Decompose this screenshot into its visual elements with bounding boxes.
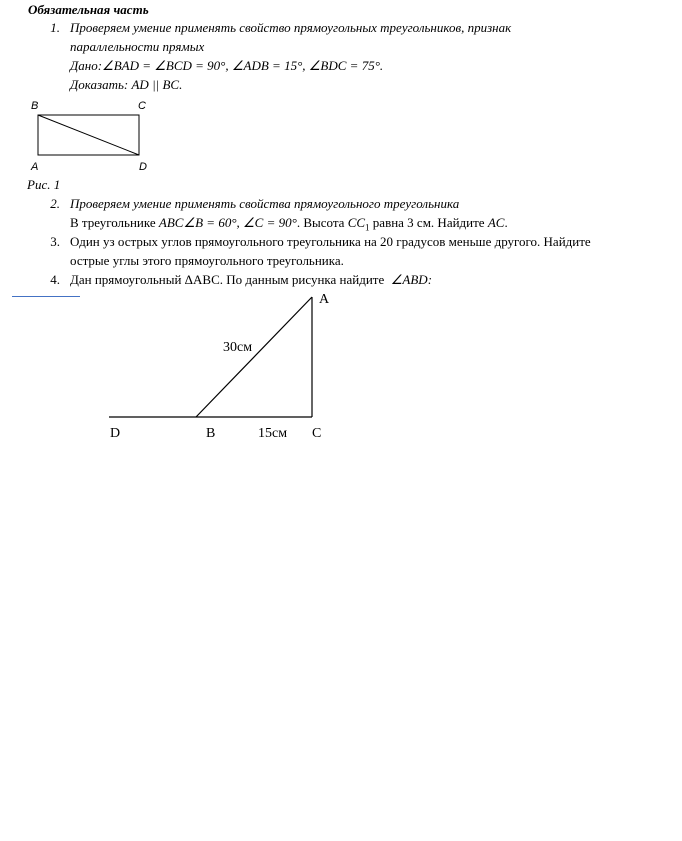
figure2-label-d: D xyxy=(110,426,121,441)
task4-angle: ∠ABD: xyxy=(390,272,433,287)
figure2-hyp-label: 30см xyxy=(223,340,253,355)
figure1-caption: Рис. 1 xyxy=(27,177,61,192)
task3-line1: Один уз острых углов прямоугольного треугольника на 20 градусов меньше другого. Найдите xyxy=(70,234,591,249)
task2-text-mid: . Высота xyxy=(296,215,348,230)
figure2-segment-ab xyxy=(196,297,312,417)
figure1-label-c: C xyxy=(138,100,146,112)
figure2-leg-label: 15см xyxy=(258,426,288,441)
task1-title-line1: Проверяем умение применять свойство прямоугольных треугольников, признак xyxy=(70,20,512,35)
task2-text-end: . xyxy=(504,215,508,230)
task1-number: 1. xyxy=(50,20,60,35)
task2-text-sub: 1 xyxy=(365,222,370,233)
section-heading: Обязательная часть xyxy=(28,2,149,17)
task4-text-main: Дан прямоугольный ΔABC. По данным рисунка найдите xyxy=(70,272,385,287)
task4-number: 4. xyxy=(50,272,60,287)
task3-line2: острые углы этого прямоугольного треугольника. xyxy=(70,253,344,268)
task2-title: Проверяем умение применять свойства прямоугольного треугольника xyxy=(70,196,460,211)
task2-text-ac: AC xyxy=(487,215,505,230)
task1-title-line2: параллельности прямых xyxy=(70,39,205,54)
task2-text-rest: равна 3 см. Найдите xyxy=(369,215,488,230)
figure2-label-b: B xyxy=(206,426,216,441)
figure1-label-a: A xyxy=(31,161,39,173)
figure1-label-d: D xyxy=(139,161,147,173)
task2-text-abc: ABC xyxy=(158,215,184,230)
task1-prove: Доказать: AD || BC. xyxy=(70,77,183,92)
task2-text-angles: ∠B = 60°, ∠C = 90° xyxy=(183,215,297,230)
figure2-label-a: A xyxy=(319,292,330,307)
task3-number: 3. xyxy=(50,234,60,249)
task1-given: Дано:∠BAD = ∠BCD = 90°, ∠ADB = 15°, ∠BDC = 75°. xyxy=(70,58,384,73)
task2-number: 2. xyxy=(50,196,60,211)
figure2-label-c: C xyxy=(312,426,322,441)
task2-text-cc: CC xyxy=(347,215,366,230)
task2-text-prefix: В треугольнике xyxy=(70,215,159,230)
figure1-label-b: B xyxy=(31,100,39,112)
